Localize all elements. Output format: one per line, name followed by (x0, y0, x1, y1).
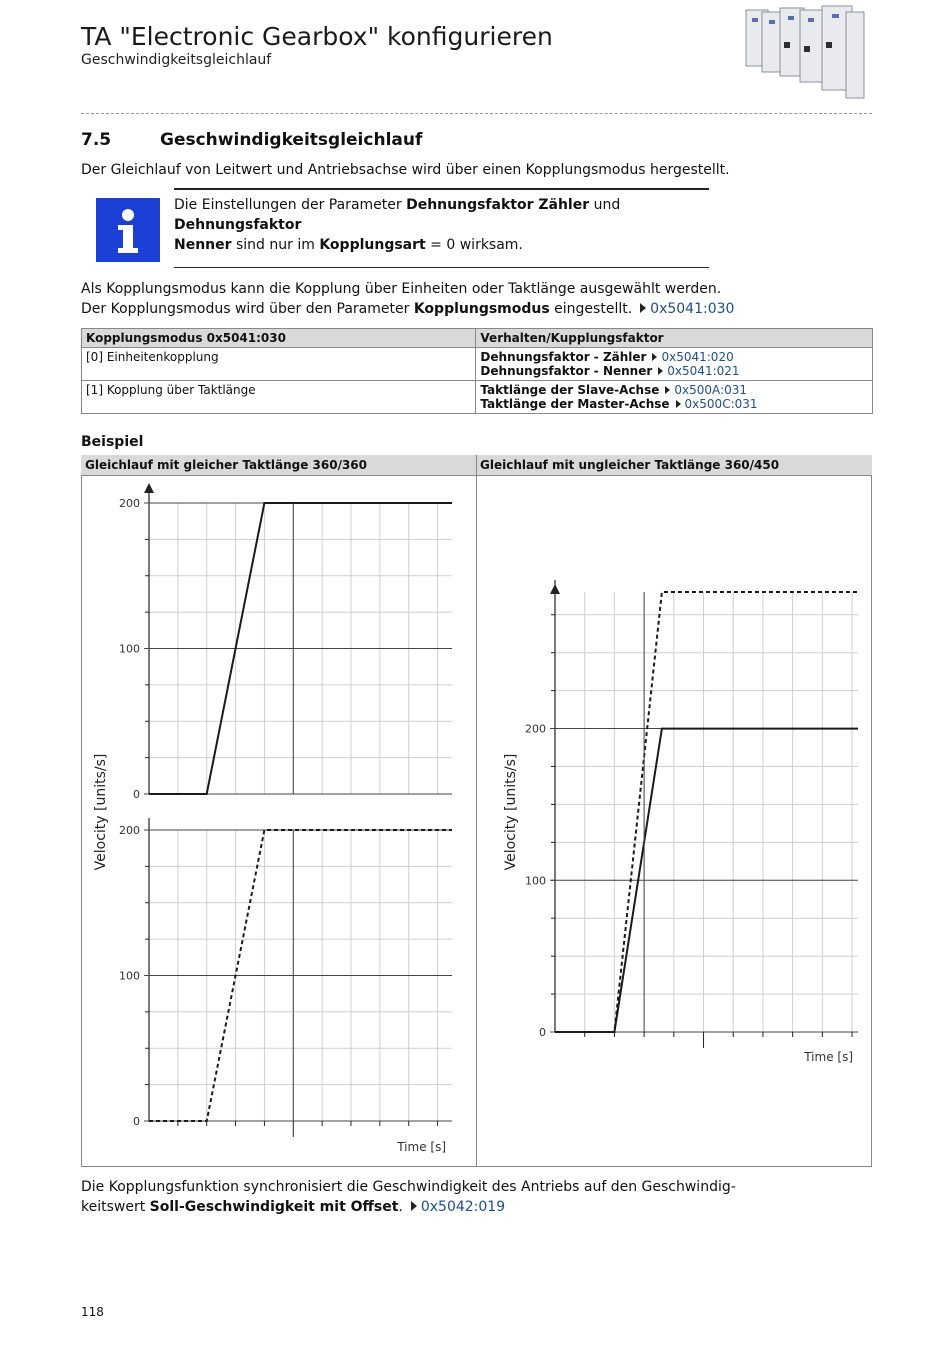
table-cell: [0] Einheitenkopplung (82, 348, 476, 381)
y-axis-arrow-icon (144, 483, 154, 493)
coupling-mode-table (81, 328, 873, 414)
summary-paragraph: Die Kopplungsfunktion synchronisiert die Geschwindigkeit des Antriebs auf den Geschwindig- keitswert Soll-Geschwindigkeit mit Offset. 0x5042:019 (81, 1179, 736, 1215)
param-link[interactable]: 0x5041:021 (667, 364, 740, 378)
param-link[interactable]: 0x5042:019 (420, 1199, 506, 1215)
y-tick-label: 200 (119, 824, 140, 837)
info-icon (96, 198, 160, 262)
table-cell: [1] Kopplung über Taktlänge (82, 381, 476, 414)
header-divider (81, 113, 872, 114)
example-col2-header: Gleichlauf mit ungleicher Taktlänge 360/450 (480, 458, 780, 472)
chart-unequal-cycle (477, 477, 871, 1166)
y-tick-label: 100 (119, 642, 140, 656)
link-arrow-icon (652, 353, 657, 361)
param-kopplungsart: Kopplungsart (319, 237, 426, 253)
table-cell: Dehnungsfaktor - Zähler 0x5041:020 Dehnungsfaktor - Nenner 0x5041:021 (476, 348, 873, 381)
section-title: Geschwindigkeitsgleichlauf (160, 130, 423, 150)
table-row (82, 381, 873, 414)
table-header: Kopplungsmodus 0x5041:030 (82, 329, 476, 348)
mode-paragraph: Als Kopplungsmodus kann die Kopplung über Einheiten oder Taktlänge ausgewählt werden. Der Kopplungsmodus wird über den Parameter Kopplungsmodus eingestellt. 0x5041:030 (81, 281, 735, 317)
info-top-rule (174, 188, 709, 190)
y-tick-label: 100 (525, 874, 546, 888)
y-axis-arrow-icon (550, 584, 560, 594)
link-arrow-icon (411, 1201, 417, 1211)
y-tick-label: 100 (119, 969, 140, 983)
page-title: TA "Electronic Gearbox" konfigurieren (81, 22, 553, 51)
info-note: Die Einstellungen der Parameter Dehnungsfaktor Zähler und Dehnungsfaktor Nenner sind nur im Kopplungsart = 0 wirksam. (174, 197, 621, 253)
y-tick-label: 0 (133, 788, 140, 801)
param-link[interactable]: 0x5041:030 (650, 301, 735, 317)
table-header: Verhalten/Kupplungsfaktor (476, 329, 873, 348)
x-axis-label: Time [s] (804, 1050, 853, 1064)
param-link[interactable]: 0x5041:020 (661, 350, 734, 364)
chart-equal-cycle (82, 477, 475, 1166)
link-arrow-icon (676, 400, 681, 408)
example-heading: Beispiel (81, 434, 144, 450)
link-arrow-icon (658, 367, 663, 375)
y-axis-label: Velocity [units/s] (93, 753, 109, 871)
intro-paragraph: Der Gleichlauf von Leitwert und Antriebsachse wird über einen Kopplungsmodus hergestellt. (81, 162, 730, 178)
section-number: 7.5 (81, 130, 112, 150)
y-tick-label: 0 (133, 1115, 140, 1128)
table-cell: Taktlänge der Slave-Achse 0x500A:031 Taktlänge der Master-Achse 0x500C:031 (476, 381, 873, 414)
x-axis-label: Time [s] (397, 1140, 446, 1154)
y-axis-label: Velocity [units/s] (503, 753, 519, 871)
param-link[interactable]: 0x500C:031 (684, 397, 758, 411)
param-dehnungsfaktor-zaehler: Dehnungsfaktor Zähler (406, 197, 590, 213)
page-subtitle: Geschwindigkeitsgleichlauf (81, 52, 272, 68)
link-arrow-icon (640, 303, 646, 313)
page-number: 118 (81, 1305, 104, 1319)
series-line-dashed (555, 592, 858, 1032)
y-tick-label: 0 (539, 1026, 546, 1039)
param-link[interactable]: 0x500A:031 (674, 383, 747, 397)
param-dehnungsfaktor-nenner: Nenner (174, 237, 232, 253)
y-tick-label: 200 (525, 722, 546, 736)
product-image (742, 2, 872, 108)
example-col1-header: Gleichlauf mit gleicher Taktlänge 360/360 (85, 458, 367, 472)
link-arrow-icon (665, 386, 670, 394)
y-tick-label: 200 (119, 497, 140, 510)
info-bottom-rule (174, 267, 709, 268)
table-row (82, 348, 873, 381)
